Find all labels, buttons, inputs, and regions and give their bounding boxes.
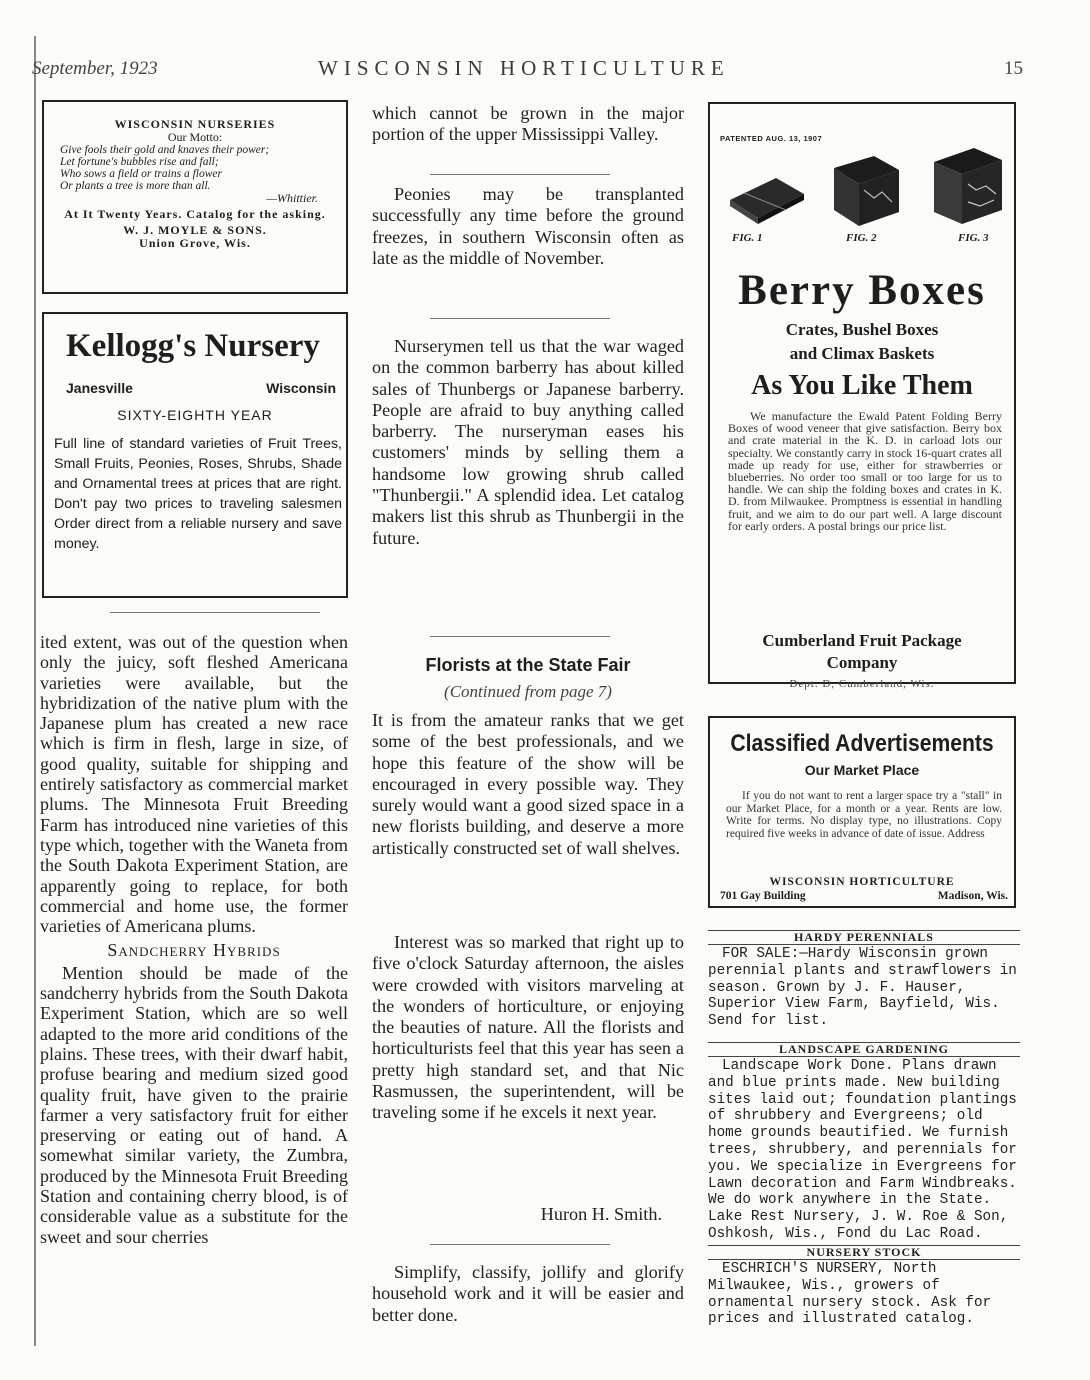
berry-body: We manufacture the Ewald Patent Folding Berry Boxes of wood veneer that give satisfaction. Berry box and crate material in the K. D. in carload lots our specialty. We constantly carry in stock 16-quart crates all made up ready for use, either for strawberries or blueberries. No order too small or too large for us to handle. We can ship the folding boxes and crates in K. D. from Milwaukee. Promptness is essential in handling fruit, and we aim to do our part well. A large discount for early orders. A postal brings our price list. — [728, 409, 1002, 533]
page-number: 15 — [1004, 58, 1023, 79]
kelloggs-nursery-ad — [42, 312, 348, 598]
poem-author: —Whittier. — [266, 191, 318, 205]
classified-title: Classified Advertisements — [730, 730, 994, 757]
berry-address: Dept. D, Cumberland, Wis. — [789, 678, 935, 690]
listing-heading: NURSERY STOCK — [708, 1245, 1020, 1260]
divider — [430, 318, 610, 319]
divider — [430, 1244, 610, 1245]
divider — [430, 174, 610, 175]
divider — [430, 636, 610, 637]
classified-box — [708, 716, 1016, 908]
berry-boxes-ad — [708, 102, 1016, 690]
barberry-paragraph: Nurserymen tell us that the war waged on the common barberry has about killed sales of Thunbergs or Japanese barberry. People are afraid to buy anything called barberry. The nurseryman eases his customers' minds by selling them a handsome low growing shrub called "Thunbergii." A splendid idea. Let catalog makers list this shrub as Thunbergii in the future. — [372, 336, 684, 548]
classified-subtitle: Our Market Place — [804, 762, 920, 778]
patent-text: PATENTED AUG. 13, 1907 — [720, 134, 823, 143]
listing-nursery-stock — [708, 1245, 1020, 1328]
nurseries-line: At It Twenty Years. Catalog for the asking. — [64, 207, 326, 221]
wisconsin-nurseries-ad — [42, 100, 348, 294]
poem-line: Let fortune's bubbles rise and fall; — [60, 156, 219, 168]
berry-subtitle — [710, 318, 1014, 366]
fig-2-label: FIG. 2 — [846, 232, 877, 244]
nurseries-firm: W. J. MOYLE & SONS. — [123, 223, 267, 237]
kellogg-year: SIXTY-EIGHTH YEAR — [117, 407, 273, 423]
florists-heading: Florists at the State Fair — [425, 655, 631, 675]
classified-publisher-address — [720, 890, 1008, 902]
listing-text: ESCHRICH'S NURSERY, North Milwaukee, Wis., growers of ornamental nursery stock. Ask for prices and illustrated catalog. — [708, 1261, 992, 1328]
nurseries-motto-label: Our Motto: — [167, 130, 223, 144]
publication-title: WISCONSIN HORTICULTURE — [318, 56, 730, 80]
company-name-line: Cumberland Fruit Package — [762, 631, 962, 650]
classified-body: If you do not want to rent a larger space try a "stall" in our Market Place, for a month or a year. Rents are low. Write for terms. No display type, no illustrations. Copy required five weeks in advance of date of issue. Address — [726, 790, 1002, 840]
issue-date: September, 1923 — [32, 58, 158, 79]
listing-text: Landscape Work Done. Plans drawn and blue prints made. New building sites laid out; foundation plantings of shrubbery and Evergreens; old home grounds beautified. We furnish trees, shrubbery, and perennials for you. We specialize in Evergreens for Lawn decoration and Farm Windbreaks. We do work anywhere in the State. Lake Rest Nursery, J. W. Roe & Son, Oshkosh, Wis., Fond du Lac Road. — [708, 1058, 1017, 1242]
kellogg-state: Wisconsin — [266, 380, 336, 396]
florists-paragraph: It is from the amateur ranks that we get some of the best professionals, and we hope this feature of the show will be encouraged in every possible way. They surely would want a good sized space in a new florists building, and deserve a more artistically constructed set of wall shelves. — [372, 710, 684, 858]
nurseries-location: Union Grove, Wis. — [139, 236, 251, 250]
poem-line: Who sows a field or trains a flower — [60, 168, 222, 180]
listing-hardy-perennials — [708, 930, 1020, 1030]
berry-box-illustration — [724, 138, 1004, 228]
margin-rule — [34, 36, 36, 1346]
article-paragraph: ited extent, was out of the question when only the juicy, soft fleshed Americana varieties were available, but the hybridization of the native plum with the Japanese plum has created a new race which is firm in flesh, large in size, of good quality, suitable for shipping and entirely satisfactory as commercial market plums. The Minnesota Fruit Breeding Farm has introduced nine varieties of this type which, together with the Waneta from the South Dakota Experiment Station, are apparently going to replace, for both commercial and home use, the former varieties of Americana plums. — [40, 632, 348, 937]
classified-publisher: WISCONSIN HORTICULTURE — [769, 876, 955, 888]
berry-subtitle-line: and Climax Baskets — [789, 344, 935, 363]
listing-heading: LANDSCAPE GARDENING — [708, 1042, 1020, 1057]
author-signature: Huron H. Smith. — [540, 1204, 662, 1224]
berry-subtitle-line: Crates, Bushel Boxes — [785, 320, 939, 339]
poem-line: Or plants a tree is more than all. — [60, 180, 211, 192]
plum-article — [40, 632, 348, 1247]
kellogg-body: Full line of standard varieties of Fruit Trees, Small Fruits, Peonies, Roses, Shrubs, Shade and Ornamental trees at prices that are right. Don't pay two prices to traveling salesmen Order direct from a reliable nursery and save money. — [54, 436, 342, 552]
article-paragraph: Mention should be made of the sandcherry hybrids from the South Dakota Experiment Station, which are so well adapted to the more arid conditions of the plains. These trees, with their dwarf habit, profuse bearing and medium sized good quality fruit, have given to the prairie farmer a very satisfactory fruit for either preserving or eating out of hand. A somewhat similar variety, the Zumbra, produced by the Minnesota Fruit Breeding Station and containing cherry blood, is of considerable value as a substitute for the sweet and sour cherries — [40, 962, 348, 1247]
nurseries-title: WISCONSIN NURSERIES — [114, 117, 276, 131]
simplify-paragraph: Simplify, classify, jollify and glorify household work and it will be easier and better done. — [372, 1262, 684, 1325]
kellogg-city: Janesville — [66, 380, 133, 396]
listing-text: FOR SALE:—Hardy Wisconsin grown perennial plants and strawflowers in season. Grown by J. F. Hauser, Superior View Farm, Bayfield, Wis. Send for list. — [708, 946, 1017, 1030]
berry-boxes-title: Berry Boxes — [738, 267, 986, 314]
col2-paragraph: which cannot be grown in the major portion of the upper Mississippi Valley. — [372, 103, 684, 145]
subheading-sandcherry: Sandcherry Hybrids — [107, 940, 281, 961]
berry-company — [710, 630, 1014, 674]
peonies-paragraph: Peonies may be transplanted successfully any time before the ground freezes, in southern Wisconsin often as late as the middle of November. — [372, 184, 684, 268]
divider — [110, 612, 320, 613]
listing-landscape-gardening — [708, 1042, 1020, 1243]
publisher-city: Madison, Wis. — [937, 890, 1008, 902]
florists-paragraph: Interest was so marked that right up to five o'clock Saturday afternoon, the aisles were crowded with visitors marveling at the wonders of horticulture, or enjoying the beauties of nature. All the florists and horticulturists feel that this year has seen a pretty high standard set, and that Nic Rasmussen, the superintendent, will be traveling some if he excels it next year. — [372, 932, 684, 1123]
florists-continued: (Continued from page 7) — [444, 682, 612, 701]
fig-1-label: FIG. 1 — [732, 232, 763, 244]
kellogg-name: Kellogg's Nursery — [66, 328, 320, 364]
company-name-line: Company — [826, 653, 898, 672]
listing-heading: HARDY PERENNIALS — [708, 930, 1020, 945]
publisher-building: 701 Gay Building — [720, 890, 806, 902]
fig-3-label: FIG. 3 — [958, 232, 989, 244]
poem-line: Give fools their gold and knaves their power; — [60, 144, 270, 156]
berry-slogan: As You Like Them — [751, 370, 973, 401]
